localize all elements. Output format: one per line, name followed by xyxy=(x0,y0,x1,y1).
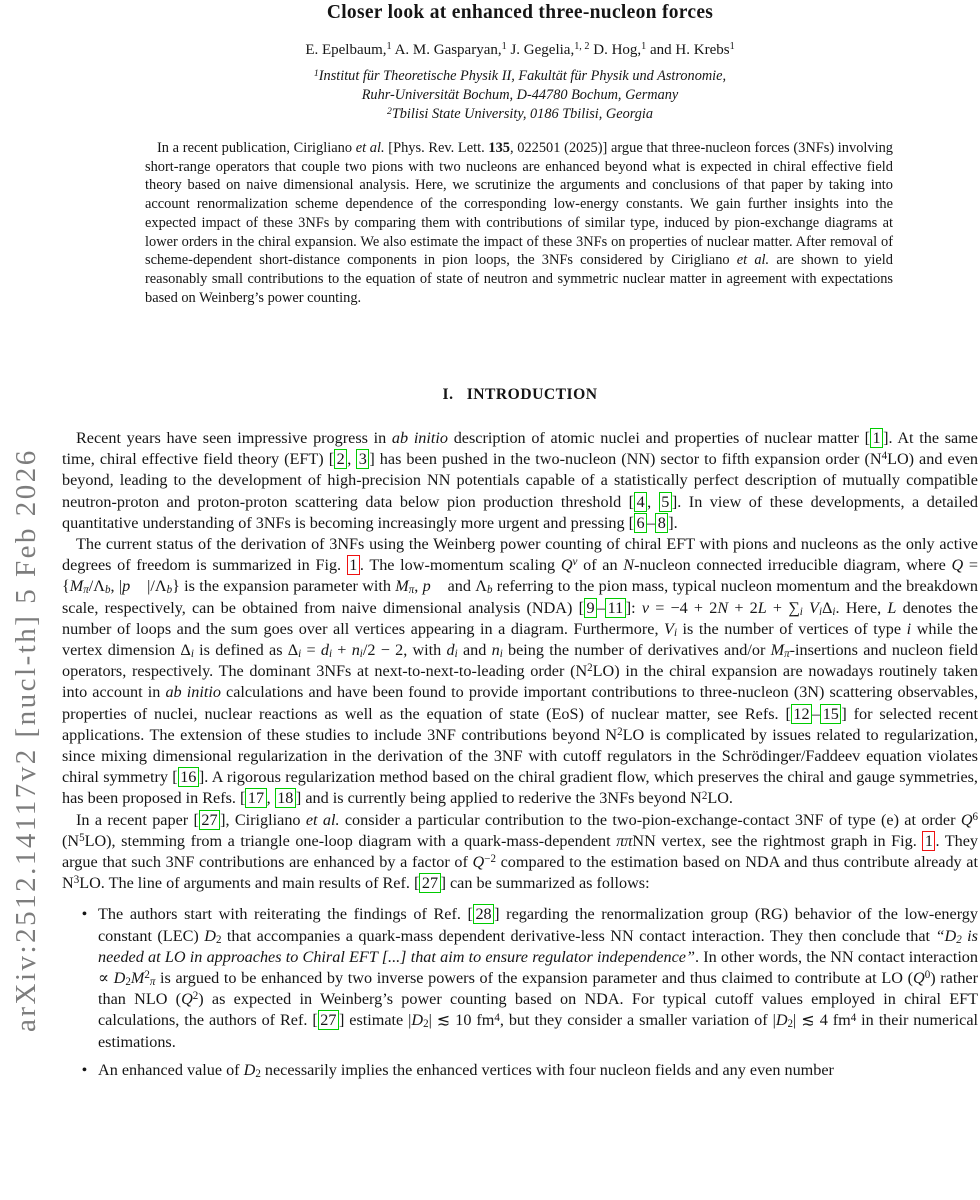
citation-link-27[interactable]: 27 xyxy=(318,1010,339,1030)
bullet-text-2: An enhanced value of $D_2$ necessarily implies the enhanced vertices with four nucleon fields and any even number xyxy=(98,1060,834,1080)
figure-ref-link-1[interactable]: 1 xyxy=(347,555,360,575)
bullet-icon: • xyxy=(81,1060,88,1079)
citation-link-9[interactable]: 9 xyxy=(584,598,597,618)
citation-link-5[interactable]: 5 xyxy=(659,492,672,512)
intro-paragraph-1: Recent years have seen impressive progress in ab initio description of atomic nuclei and properties of nuclear matter [ 1 ]. At the same time, chiral effective field theory (EFT) [ 2 , 3 ] has been pushed in the two-nucleon (NN) sector to fifth expansion order $(N^4LO)$ and even beyond, leading to the development of high-precision NN potentials capable of a statistically perfect description of mutually compatible neutron-proton and proton-proton scattering data below pion production threshold [ 4 , 5 ]. In view of these developments, a detailed quantitative understanding of 3NFs is becoming increasingly more urgent and pressing [ 6 – 8 ]. xyxy=(62,429,979,532)
affiliation-line-2: Ruhr-Universität Bochum, D-44780 Bochum, Germany xyxy=(361,87,679,103)
affiliations-block xyxy=(62,67,978,124)
citation-link-15[interactable]: 15 xyxy=(820,704,841,724)
citation-link-12[interactable]: 12 xyxy=(791,704,812,724)
bullet-item-1 xyxy=(78,904,978,1052)
abstract-text: In a recent publication, Cirigliano et al. [Phys. Rev. Lett. 135, 022501 (2025)] argue that three-nucleon forces (3NFs) involving short-range operators that couple two pions with two nucleons are enhanced beyond what is expected in chiral effective field theory based on naive dimensional analysis. Here, we scrutinize the arguments and conclusions of that paper by taking into account renormalization scheme dependence of the corresponding low-energy constants. We gain further insights into the expected impact of these 3NFs by comparing them with contributions of similar type, induced by pion-exchange diagrams at lower orders in the chiral expansion. We also estimate the impact of these 3NFs on properties of nuclear matter. After removal of scheme-dependent short-distance components in pion loops, the 3NFs considered by Cirigliano et al. are shown to yield reasonably small contributions to the equation of state of neutron and symmetric nuclear matter in agreement with expectations based on Weinberg’s power counting. xyxy=(145,140,893,306)
author-line: E. Epelbaum,$^1$ A. M. Gasparyan,$^1$ J. Gegelia,$^{1, 2}$ D. Hog,$^1$ and H. Krebs$^1$ xyxy=(305,41,735,58)
affiliation-line-3: $^2$Tbilisi State University, 0186 Tbilisi, Georgia xyxy=(386,105,654,122)
citation-link-11[interactable]: 11 xyxy=(605,598,626,618)
citation-link-1[interactable]: 1 xyxy=(870,428,883,448)
citation-link-27[interactable]: 27 xyxy=(419,873,440,893)
citation-link-2[interactable]: 2 xyxy=(334,449,347,469)
affiliation-line-1: $^1$Institut für Theoretische Physik II, Fakultät für Physik und Astronomie, xyxy=(313,67,727,84)
citation-link-6[interactable]: 6 xyxy=(634,513,647,533)
bullet-icon: • xyxy=(81,905,88,924)
citation-link-4[interactable]: 4 xyxy=(634,492,647,512)
bullet-text-1: The authors start with reiterating the findings of Ref. [ 28 ] regarding the renormalization group (RG) behavior of the low-energy constant (LEC) $D_2$ that accompanies a quark-mass dependent derivative-less NN contact interaction. They then conclude that “$D_2$ is needed at LO in approaches to Chiral EFT [...] that aim to ensure regulator independence”. In other words, the NN contact interaction ∝ $D_2M^2_\pi$ is argued to be enhanced by two inverse powers of the expansion parameter and thus claimed to contribute at LO $(Q^0)$ rather than NLO $(Q^2)$ as expected in Weinberg’s power counting based on NDA. For typical cutoff values employed in chiral EFT calculations, the authors of Ref. [ 27 ] estimate $|D_2|$ ≲ 10 $fm^4$, but they consider a smaller variation of $|D_2|$ ≲ 4 $fm^4$ in their numerical estimations. xyxy=(98,905,979,1051)
citation-link-28[interactable]: 28 xyxy=(473,904,494,924)
bullet-item-2 xyxy=(78,1060,978,1081)
figure-ref-link-1[interactable]: 1 xyxy=(922,831,935,851)
citation-link-8[interactable]: 8 xyxy=(655,513,668,533)
citation-link-16[interactable]: 16 xyxy=(178,767,199,787)
intro-paragraph-2: The current status of the derivation of 3NFs using the Weinberg power counting of chiral EFT with pions and nucleons as the only active degrees of freedom is summarized in Fig. 1 . The low-momentum scaling $Q^\nu$ of an N-nucleon connected irreducible diagram, where $Q = \{M_\pi/\Lambda_b$, |p⃗ $|/\Lambda_b$} is the expansion parameter with $M_\pi$, p⃗ and $\Lambda_b$ referring to the pion mass, typical nucleon momentum and the breakdown scale, respectively, can be obtained from naive dimensional analysis (NDA) [ 9 – 11 ]: $\nu = -4 + 2N + 2L + \sum_i$ $V_i\Delta_i$. Here, L denotes the number of loops and the sum goes over all vertices appearing in a diagram. Furthermore, $V_i$ is the number of vertices of type i while the vertex dimension $\Delta_i$ is defined as $\Delta_i = d_i + n_i/2 - 2$, with $d_i$ and $n_i$ being the number of derivatives and/or $M_\pi$-insertions and nucleon field operators, respectively. The dominant 3NFs at next-to-next-to-leading order $(N^2LO)$ in the chiral expansion are nowadays routinely taken into account in ab initio calculations and have been found to provide important contributions to three-nucleon (3N) scattering observables, properties of nuclei, nuclear reactions as well as the equation of state (EoS) of nuclear matter, see Refs. [ 12 – 15 ] for selected recent applications. The extension of these studies to include 3NF contributions beyond $N^2LO$ is complicated by issues related to regularization, since mixing dimensional regularization in the derivation of the 3NF with cutoff regulators in the Schrödinger/Faddeev equation violates chiral symmetry [ 16 ]. A rigorous regularization method based on the chiral gradient flow, which preserves the chiral and gauge symmetries, has been proposed in Refs. [ 17 , 18 ] and is currently being applied to rederive the 3NFs beyond $N^2LO$. xyxy=(62,535,979,808)
citation-link-18[interactable]: 18 xyxy=(275,788,296,808)
summary-bullet-list xyxy=(62,904,978,1081)
citation-link-27[interactable]: 27 xyxy=(199,810,220,830)
intro-paragraph-3: In a recent paper [ 27 ], Cirigliano et al. consider a particular contribution to the two-pion-exchange-contact 3NF of type (e) at order $Q^6$ $(N^5LO)$, stemming from a triangle one-loop diagram with a quark-mass-dependent ππNN vertex, see the rightmost graph in Fig. 1 . They argue that such 3NF contributions are enhanced by a factor of $Q^{-2}$ compared to the estimation based on NDA and thus contribute already at $N^3LO$. The line of arguments and main results of Ref. [ 27 ] can be summarized as follows: xyxy=(62,810,979,893)
paper-title: Closer look at enhanced three-nucleon forces xyxy=(326,2,714,23)
citation-link-3[interactable]: 3 xyxy=(356,449,369,469)
section-heading-introduction: I. INTRODUCTION xyxy=(442,386,598,403)
arxiv-watermark: arXiv:2512.14117v2 [nucl-th] 5 Feb 2026 xyxy=(10,448,42,1032)
citation-link-17[interactable]: 17 xyxy=(245,788,266,808)
introduction-body xyxy=(62,428,978,1088)
